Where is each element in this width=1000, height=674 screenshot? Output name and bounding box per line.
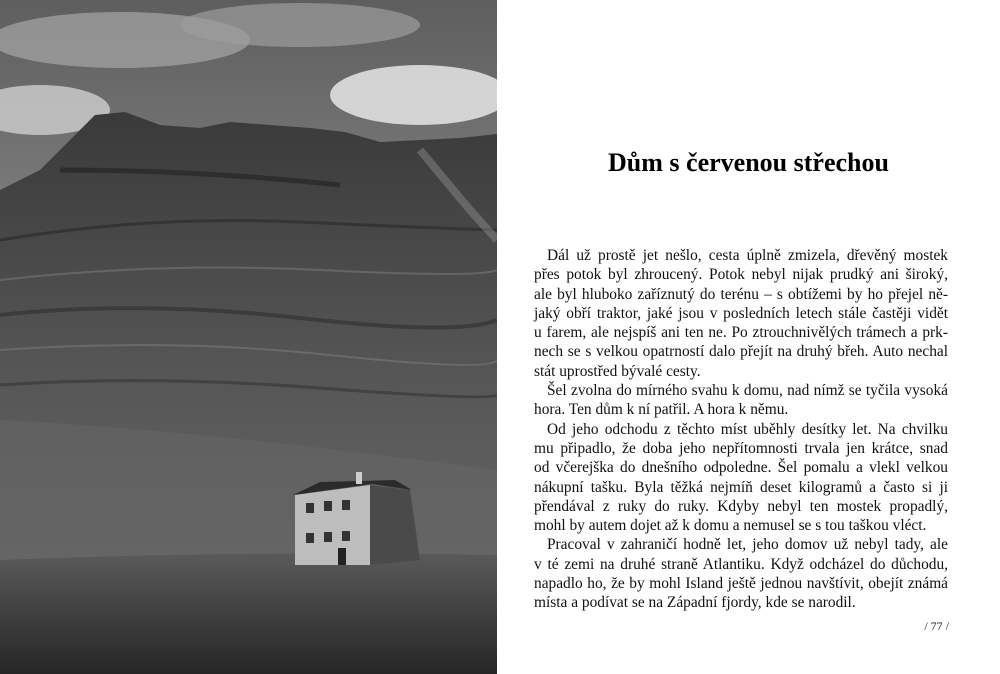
body-line: Šel zvolna do mírného svahu k domu, nad nímž se tyčila vysoká — [547, 382, 948, 400]
body-line: Pracoval v zahraničí hodně let, jeho domov už nebyl tady, ale — [547, 536, 948, 554]
body-line: hora. Ten dům k ní patřil. A hora k němu. — [534, 401, 789, 419]
house — [293, 472, 420, 565]
body-line: nech se s velkou opatrností dalo přejít na druhý břeh. Auto nechal — [534, 343, 948, 361]
page-number: / 77 / — [924, 619, 949, 633]
chapter-body — [534, 246, 948, 613]
body-line: Dál už prostě jet nešlo, cesta úplně zmizela, dřevěný mostek — [547, 247, 948, 264]
body-line: u farem, ale nejspíš ani ten ne. Po ztrouchnivělých trámech a prk- — [534, 324, 948, 342]
text-page — [497, 0, 1000, 674]
body-line: od včerejška do dnešního odpoledne. Šel pomalu a vlekl velkou — [534, 459, 948, 477]
body-line: místa a podívat se na Západní fjordy, kde se narodil. — [534, 594, 856, 612]
landscape-photo — [0, 0, 497, 674]
body-line: mu připadlo, že doba jeho nepřítomnosti trvala jen krátce, snad — [534, 439, 948, 457]
body-line: jaký obří traktor, jaké jsou v posledních letech stále častěji vidět — [534, 304, 948, 322]
body-line: Od jeho odchodu z těchto míst uběhly desítky let. Na chvilku — [547, 420, 948, 438]
body-line: v té zemi na druhé straně Atlantiku. Když odcházel do důchodu, — [534, 555, 948, 573]
body-line: ale byl hluboko zaříznutý do terénu – s obtížemi by ho přejel ně- — [534, 285, 948, 303]
chapter-title: Dům s červenou střechou — [608, 148, 889, 177]
body-line: napadlo ho, že by mohl Island ještě jednou navštívit, obejít známá — [534, 575, 948, 593]
body-line: přes potok byl zhroucený. Potok nebyl nijak prudký ani široký, — [534, 266, 948, 284]
body-line: mohl by autem dojet až k domu a nemusel se s tou taškou vléct. — [534, 517, 927, 535]
body-line: stát uprostřed bývalé cesty. — [534, 362, 701, 380]
body-line: přendával z ruky do ruky. Kdyby nebyl ten mostek propadlý, — [534, 497, 948, 515]
body-line: nákupní tašku. Byla těžká nejmíň deset kilogramů a často si ji — [534, 478, 948, 496]
